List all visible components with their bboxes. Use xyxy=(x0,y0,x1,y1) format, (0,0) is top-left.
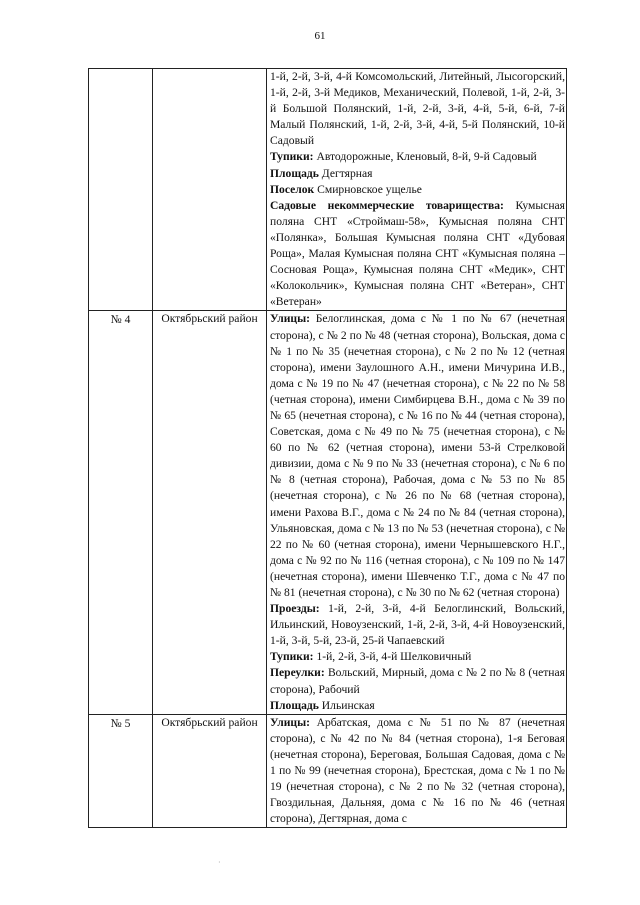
table-row xyxy=(89,311,567,714)
paragraph xyxy=(270,715,565,828)
paragraph-text: Вольский, Мирный, дома с № 2 по № 8 (четная сторона), Рабочий xyxy=(270,666,565,696)
paragraph-text: 1-й, 2-й, 3-й, 4-й Комсомольский, Литейный, Лысогорский, 1-й, 2-й, 3-й Медиков, Механический, Полевой, 1-й, 2-й, 3-й Большой Полянский, 1-й, 2-й, 3-й, 4-й, 5-й, 6-й, 7-й Малый Полянский, 1-й, 2-й, 3-й, 4-й, 5-й Полянский, 10-й Садовый xyxy=(270,70,565,148)
streets-list-cell xyxy=(267,714,567,828)
paragraph xyxy=(270,649,565,665)
district-table xyxy=(88,68,567,828)
streets-list-cell xyxy=(267,311,567,714)
table-row xyxy=(89,69,567,311)
paragraph-label: Площадь xyxy=(270,166,319,180)
paragraph-text: Арбатская, дома с № 51 по № 87 (нечетная сторона), с № 42 по № 84 (четная сторона), 1-я Беговая (нечетная сторона), Береговая, Большая Садовая, дома с № 1 по № 99 (нечетная сторона), Брестская, дома с № 1 по № 19 (нечетная сторона), с № 2 по № 32 (четная сторона), Гвоздильная, Дальняя, дома с № 16 по № 46 (четная сторона), Дегтярная, дома с xyxy=(270,715,565,826)
paragraph-label: Садовые некоммерческие товарищества: xyxy=(270,198,504,212)
paragraph-text: Смирновское ущелье xyxy=(314,182,422,196)
scan-speck: · xyxy=(218,858,221,867)
paragraph-text: Кумысная поляна СНТ «Строймаш-58», Кумысная поляна СНТ «Полянка», Большая Кумысная поляна СНТ «Дубовая Роща», Малая Кумысная поляна СНТ «Кумысная поляна – Сосновая Роща», Кумысная поляна СНТ «Медик», СНТ «Колокольчик», Кумысная поляна СНТ «Ветеран», СНТ «Ветеран» xyxy=(270,198,566,309)
paragraph-label: Переулки: xyxy=(270,666,325,680)
paragraph xyxy=(270,69,565,149)
paragraph xyxy=(270,665,565,697)
paragraph-label: Тупики: xyxy=(270,650,314,664)
paragraph-label: Площадь xyxy=(270,698,319,712)
paragraph xyxy=(270,198,565,311)
paragraph-label: Улицы: xyxy=(270,715,310,729)
table-body xyxy=(89,69,567,828)
paragraph-text: Белоглинская, дома с № 1 по № 67 (нечетная сторона), с № 2 по № 48 (четная сторона), Вольская, дома с № 1 по № 35 (нечетная сторона), с № 2 по № 12 (четная сторона), имени Заулошного А.Н., имени Мичурина И.В., дома с № 19 по № 47 (нечетная сторона), с № 22 по № 58 (четная сторона), имени Симбирцева В.Н., дома с № 39 по № 65 (нечетная сторона), с № 16 по № 44 (четная сторона), Советская, дома с № 49 по № 75 (нечетная сторона), с № 60 по № 62 (четная сторона), имени 53-й Стрелковой дивизии, дома с № 9 по № 33 (нечетная сторона), с № 6 по № 8 (четная сторона), Рабочая, дома с № 53 по № 85 (нечетная сторона), с № 26 по № 68 (четная сторона), имени Рахова В.Г., дома с № 24 по № 84 (четная сторона), Ульяновская, дома с № 13 по № 53 (нечетная сторона), с № 22 по № 60 (четная сторона), имени Чернышевского Н.Г., дома с № 92 по № 116 (четная сторона), с № 109 по № 147 (нечетная сторона), имени Шевченко Т.Г., дома с № 47 по № 81 (нечетная сторона), с № 30 по № 62 (четная сторона) xyxy=(270,312,565,599)
district-number-cell xyxy=(89,69,153,311)
paragraph-label: Проезды: xyxy=(270,602,320,616)
paragraph-text: 1-й, 2-й, 3-й, 4-й Белоглинский, Вольский, Ильинский, Новоузенский, 1-й, 2-й, 3-й, 4-й Новоузенский, 1-й, 3-й, 5-й, 23-й, 25-й Чапаевский xyxy=(270,602,565,648)
paragraph-text: Ильинская xyxy=(318,698,375,712)
page-number: 61 xyxy=(314,30,326,42)
table-row xyxy=(89,714,567,828)
streets-list-cell xyxy=(267,69,567,311)
district-number-cell: № 4 xyxy=(89,311,153,714)
paragraph xyxy=(270,601,565,649)
paragraph xyxy=(270,149,565,165)
paragraph xyxy=(270,182,565,198)
paragraph-text: Автодорожные, Кленовый, 8-й, 9-й Садовый xyxy=(313,150,537,164)
administrative-district-cell: Октябрьский район xyxy=(153,311,267,714)
paragraph xyxy=(270,166,565,182)
paragraph-label: Улицы: xyxy=(270,312,310,326)
paragraph-label: Поселок xyxy=(270,182,315,196)
paragraph-text: Дегтярная xyxy=(318,166,373,180)
district-number-cell: № 5 xyxy=(89,714,153,828)
paragraph xyxy=(270,311,565,601)
paragraph xyxy=(270,698,565,714)
administrative-district-cell: Октябрьский район xyxy=(153,714,267,828)
paragraph-label: Тупики: xyxy=(270,150,314,164)
administrative-district-cell xyxy=(153,69,267,311)
paragraph-text: 1-й, 2-й, 3-й, 4-й Шелковичный xyxy=(313,650,472,664)
